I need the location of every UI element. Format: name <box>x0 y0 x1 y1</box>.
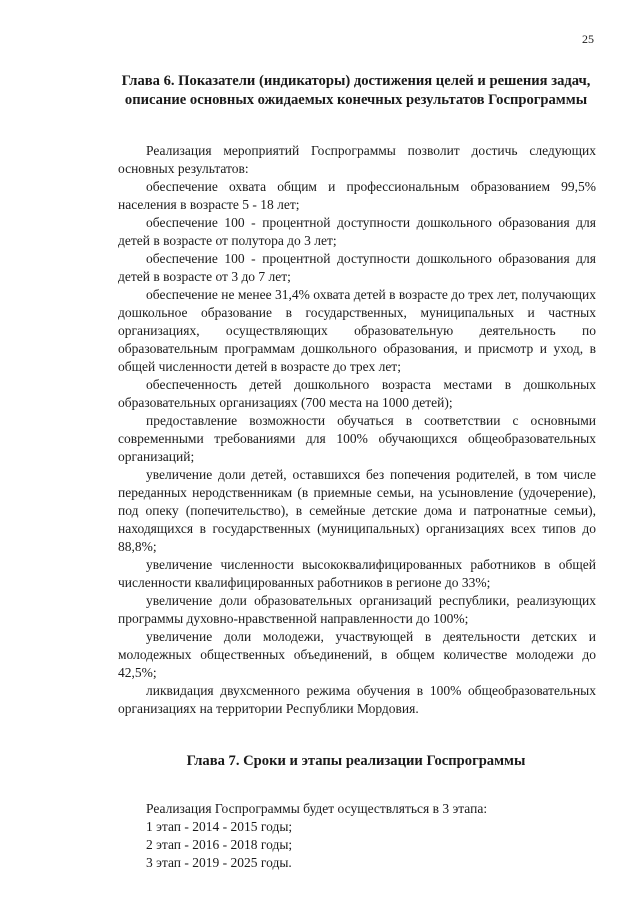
stage-item: 3 этап - 2019 - 2025 годы. <box>146 855 292 870</box>
chapter-6-title <box>88 72 624 110</box>
chapter-7-title: Глава 7. Сроки и этапы реализации Госпрограммы <box>186 753 526 769</box>
page-content <box>118 72 596 872</box>
stage-item: 1 этап - 2014 - 2015 годы; <box>146 819 293 834</box>
paragraph: увеличение доли образовательных организаций республики, реализующих программы духовно-нравственной направленности до 100%; <box>118 593 596 626</box>
paragraph: обеспечение охвата общим и профессиональным образованием 99,5% населения в возрасте 5 - 18 лет; <box>118 179 596 212</box>
chapter-6-title-line-2: описание основных ожидаемых конечных результатов Госпрограммы <box>124 92 588 108</box>
chapter-6-body <box>118 142 596 718</box>
paragraph: предоставление возможности обучаться в соответствии с основными современными требованиями для 100% обучающихся общеобразовательных организаций; <box>118 413 596 464</box>
chapter-6-title-line-1: Глава 6. Показатели (индикаторы) достижения целей и решения задач, <box>121 73 591 89</box>
stage-item: 2 этап - 2016 - 2018 годы; <box>146 837 293 852</box>
paragraph: обеспечение 100 - процентной доступности дошкольного образования для детей в возрасте от полутора до 3 лет; <box>118 215 596 248</box>
paragraph: увеличение доли детей, оставшихся без попечения родителей, в том числе переданных неродственникам (в приемные семьи, на усыновление (удочерение), под опеку (попечительство), в семейные детские дома и патронатные семьи), находящихся в государственных (муниципальных) организациях всех типов до 88,8%; <box>118 467 596 554</box>
chapter-7-intro: Реализация Госпрограммы будет осуществляться в 3 этапа: <box>146 801 488 816</box>
paragraph: увеличение численности высококвалифицированных работников в общей численности квалифицированных работников в регионе до 33%; <box>118 557 596 590</box>
page-number: 25 <box>582 32 594 46</box>
paragraph: увеличение доли молодежи, участвующей в деятельности детских и молодежных общественных объединений, в общем количестве молодежи до 42,5%; <box>118 629 596 680</box>
paragraph: ликвидация двухсменного режима обучения в 100% общеобразовательных организациях на территории Республики Мордовия. <box>118 683 596 716</box>
paragraph: Реализация мероприятий Госпрограммы позволит достичь следующих основных результатов: <box>118 143 596 176</box>
paragraph: обеспечение 100 - процентной доступности дошкольного образования для детей в возрасте от 3 до 7 лет; <box>118 251 596 284</box>
chapter-7-body <box>118 800 596 872</box>
paragraph: обеспеченность детей дошкольного возраста местами в дошкольных образовательных организациях (700 места на 1000 детей); <box>118 377 596 410</box>
paragraph: обеспечение не менее 31,4% охвата детей в возрасте до трех лет, получающих дошкольное образование в государственных, муниципальных и частных организациях, осуществляющих образовательную деятельность по образовательным программам дошкольного образования, и присмотр и уход, в общей численности детей в возрасте до трех лет; <box>118 287 596 374</box>
